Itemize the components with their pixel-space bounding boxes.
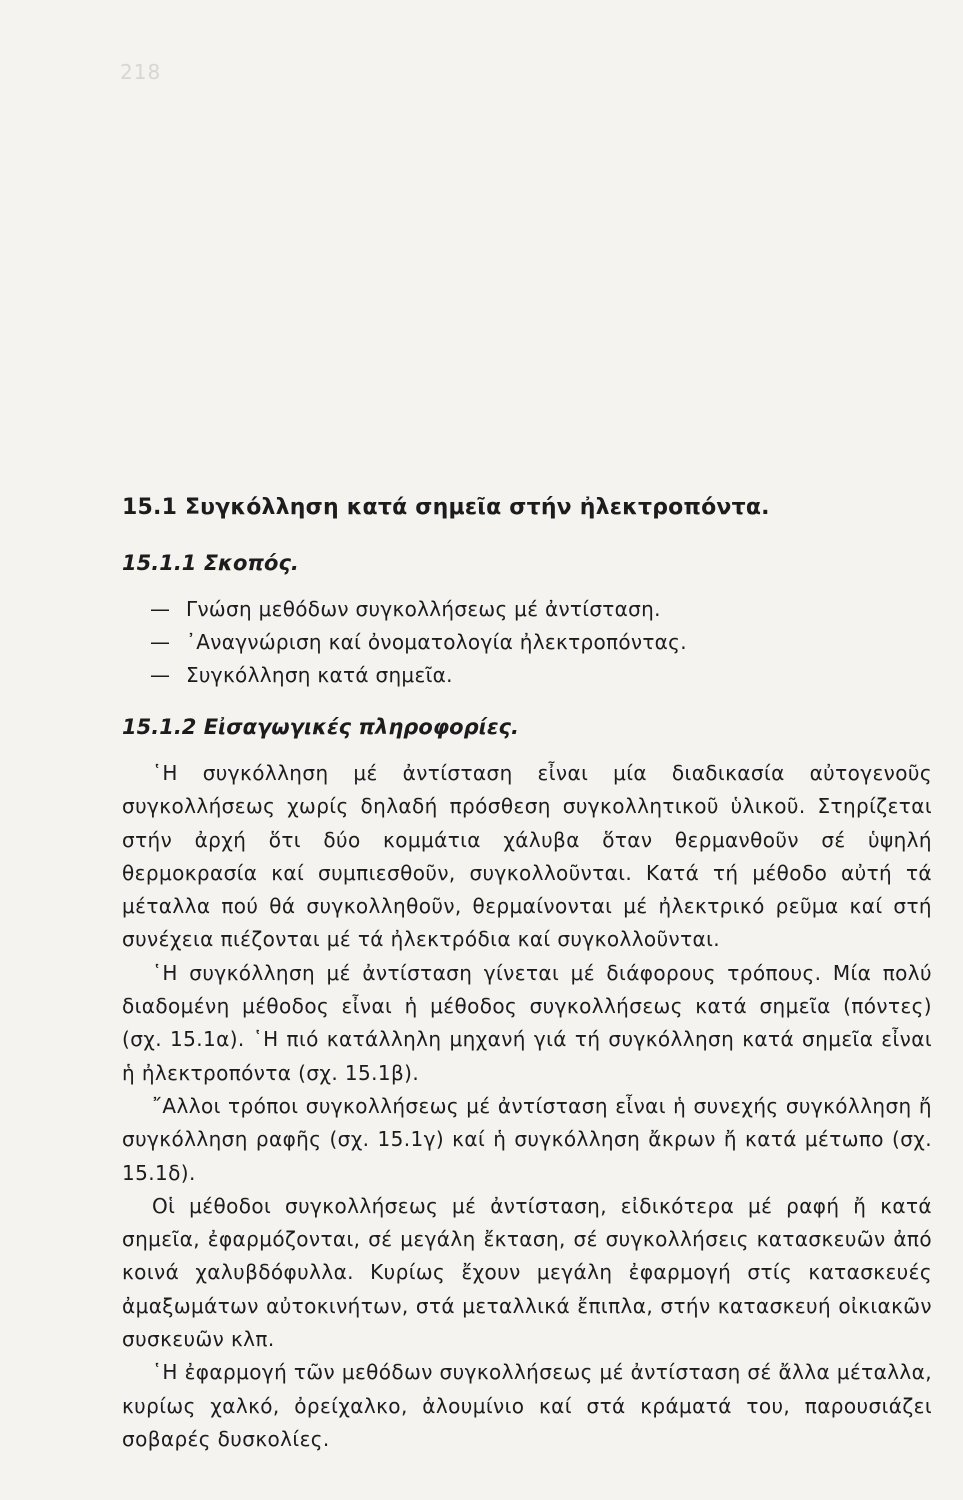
dash-glyph: — — [150, 630, 171, 654]
list-item — [150, 593, 687, 626]
dash-glyph: — — [150, 663, 171, 687]
scope-heading: 15.1.1 Σκοπός. — [122, 551, 299, 575]
paragraph: Οἱ μέθοδοι συγκολλήσεως μέ ἀντίσταση, εἰδικότερα μέ ραφή ἤ κατά σημεῖα, ἐφαρμόζονται, σέ μεγάλη ἔκταση, σέ συγκολλήσεις κατασκευῶν ἀπό κοινά χαλυβδόφυλλα. Κυρίως ἔχουν μεγάλη ἐφαρμογή στίς κατασκευές ἀμαξωμάτων αὐτοκινήτων, στά μεταλλικά ἔπιπλα, στήν κατασκευή οἰκιακῶν συσκευῶν κλπ. — [122, 1193, 932, 1352]
scope-item-text: ᾿Αναγνώριση καί ὀνοματολογία ἠλεκτροπόντας. — [186, 630, 687, 654]
dash-glyph: — — [150, 597, 171, 621]
scope-item-text: Συγκόλληση κατά σημεῖα. — [186, 663, 453, 687]
intro-heading: 15.1.2 Εἰσαγωγικές πληροφορίες. — [122, 715, 519, 739]
paragraph: ῎Αλλοι τρόποι συγκολλήσεως μέ ἀντίσταση εἶναι ἡ συνεχής συγκόλληση ἤ συγκόλληση ραφῆς (σχ. 15.1γ) καί ἡ συγκόλληση ἄκρων ἤ κατά μέτωπο (σχ. 15.1δ). — [122, 1093, 932, 1185]
paragraph: ῾Η ἐφαρμογή τῶν μεθόδων συγκολλήσεως μέ ἀντίσταση σέ ἄλλα μέταλλα, κυρίως χαλκό, ὀρείχαλκο, ἀλουμίνιο καί στά κράματά του, παρουσιάζει σοβαρές δυσκολίες. — [122, 1360, 933, 1451]
list-item — [150, 659, 687, 692]
scope-list — [150, 593, 687, 692]
paragraph: ῾Η συγκόλληση μέ ἀντίσταση εἶναι μία διαδικασία αὐτογενοῦς συγκολλήσεως χωρίς δηλαδή πρόσθεση συγκολλητικοῦ ὑλικοῦ. Στηρίζεται στήν ἀρχή ὅτι δύο κομμάτια χάλυβα ὅταν θερμανθοῦν σέ ὑψηλή θερμοκρασία καί συμπιεσθοῦν, συγκολλοῦνται. Κατά τή μέθοδο αὐτή τά μέταλλα πού θά συγκολληθοῦν, θερμαίνονται μέ ἠλεκτρικό ρεῦμα καί στή συνέχεια πιέζονται μέ τά ἠλεκτρόδια καί συγκολλοῦνται. — [122, 761, 932, 952]
paragraph: ῾Η συγκόλληση μέ ἀντίσταση γίνεται μέ διάφορους τρόπους. Μία πολύ διαδομένη μέθοδος εἶναι ἡ μέθοδος συγκολλήσεως κατά σημεῖα (πόντες) (σχ. 15.1α). ῾Η πιό κατάλληλη μηχανή γιά τή συγκόλληση κατά σημεῖα εἶναι ἡ ἠλεκτροπόντα (σχ. 15.1β). — [122, 960, 932, 1085]
page-number: 218 — [120, 60, 162, 84]
scope-item-text: Γνώση μεθόδων συγκολλήσεως μέ ἀντίσταση. — [186, 597, 661, 621]
bleed-through-text — [330, 285, 336, 306]
section-heading: 15.1 Συγκόλληση κατά σημεῖα στήν ἠλεκτροπόντα. — [122, 495, 770, 520]
list-item — [150, 626, 687, 659]
intro-body — [122, 757, 932, 1456]
